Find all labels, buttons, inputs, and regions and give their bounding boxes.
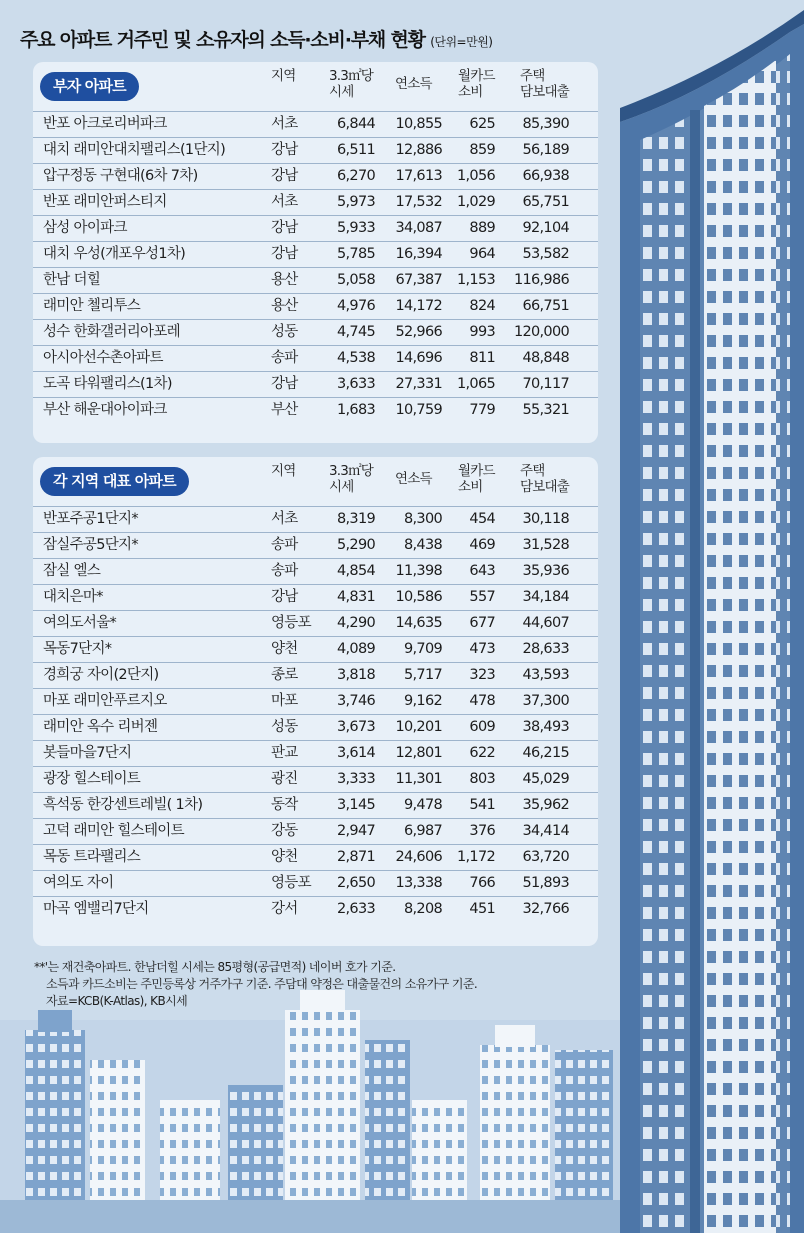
footnote bbox=[34, 959, 614, 1010]
cell-card: 964 bbox=[469, 246, 495, 262]
table-row bbox=[33, 740, 598, 766]
table-row bbox=[33, 319, 598, 345]
cell-income: 14,635 bbox=[395, 615, 442, 631]
cell-region: 광진 bbox=[271, 771, 298, 787]
cell-region: 강남 bbox=[271, 168, 298, 184]
cell-loan: 53,582 bbox=[522, 246, 569, 262]
cell-card: 1,153 bbox=[456, 272, 495, 288]
cell-loan: 120,000 bbox=[513, 324, 569, 340]
table-row bbox=[33, 870, 598, 896]
cell-price: 4,089 bbox=[336, 641, 375, 657]
cell-name: 도곡 타워팰리스(1차) bbox=[43, 376, 172, 392]
cell-loan: 66,751 bbox=[522, 298, 569, 314]
table-row bbox=[33, 215, 598, 241]
column-header-price bbox=[329, 463, 389, 495]
cell-name: 반포 아크로리버파크 bbox=[43, 116, 167, 132]
cell-name: 목동 트라팰리스 bbox=[43, 849, 141, 865]
cell-income: 10,855 bbox=[395, 116, 442, 132]
cell-name: 대치 래미안대치팰리스(1단지) bbox=[43, 142, 226, 158]
cell-name: 부산 해운대아이파크 bbox=[43, 402, 167, 418]
cell-loan: 34,414 bbox=[522, 823, 569, 839]
cell-price: 6,844 bbox=[336, 116, 375, 132]
cell-name: 광장 힐스테이트 bbox=[43, 771, 141, 787]
column-header-region: 지역 bbox=[271, 463, 296, 479]
cell-card: 473 bbox=[469, 641, 495, 657]
column-header-card-line1: 월카드 bbox=[458, 68, 495, 84]
cell-loan: 56,189 bbox=[522, 142, 569, 158]
cell-region: 양천 bbox=[271, 849, 298, 865]
table-row bbox=[33, 662, 598, 688]
cell-loan: 48,848 bbox=[522, 350, 569, 366]
cell-card: 803 bbox=[469, 771, 495, 787]
cell-region: 강남 bbox=[271, 589, 298, 605]
cell-income: 52,966 bbox=[395, 324, 442, 340]
table-row bbox=[33, 371, 598, 397]
cell-income: 27,331 bbox=[395, 376, 442, 392]
footnote-source: 자료=KCB(K-Atlas), KB시세 bbox=[46, 994, 188, 1008]
cell-region: 강남 bbox=[271, 376, 298, 392]
cell-income: 16,394 bbox=[395, 246, 442, 262]
table-row bbox=[33, 610, 598, 636]
title-text: 주요 아파트 거주민 및 소유자의 소득·소비·부채 현황 bbox=[20, 29, 425, 51]
column-header-loan bbox=[520, 68, 569, 100]
cell-price: 5,058 bbox=[336, 272, 375, 288]
cell-income: 12,886 bbox=[395, 142, 442, 158]
footnote-line-2: 소득과 카드소비는 주민등록상 거주가구 기준. 주담대 약정은 대출물건의 소유가구 기준. bbox=[46, 977, 478, 991]
cell-card: 766 bbox=[469, 875, 495, 891]
cell-price: 2,947 bbox=[336, 823, 375, 839]
cell-region: 서초 bbox=[271, 511, 298, 527]
table-row bbox=[33, 688, 598, 714]
cell-income: 14,172 bbox=[395, 298, 442, 314]
column-header-price-line1: 3.3㎡당 bbox=[329, 463, 374, 479]
cell-name: 대치 우성(개포우성1차) bbox=[43, 246, 186, 262]
column-header-loan-line2: 담보대출 bbox=[520, 84, 569, 100]
cell-name: 여의도 자이 bbox=[43, 875, 114, 891]
cell-loan: 34,184 bbox=[522, 589, 569, 605]
cell-loan: 65,751 bbox=[522, 194, 569, 210]
cell-price: 3,333 bbox=[336, 771, 375, 787]
cell-region: 마포 bbox=[271, 693, 298, 709]
section-label: 부자 아파트 bbox=[40, 72, 139, 101]
cell-name: 마곡 엠밸리7단지 bbox=[43, 901, 149, 917]
cell-region: 영등포 bbox=[271, 875, 311, 891]
table-body bbox=[33, 506, 598, 922]
cell-loan: 38,493 bbox=[522, 719, 569, 735]
cell-card: 859 bbox=[469, 142, 495, 158]
table-row bbox=[33, 293, 598, 319]
table-row bbox=[33, 137, 598, 163]
cell-region: 성동 bbox=[271, 719, 298, 735]
cell-income: 10,586 bbox=[395, 589, 442, 605]
cell-name: 경희궁 자이(2단지) bbox=[43, 667, 159, 683]
cell-loan: 35,962 bbox=[522, 797, 569, 813]
table-row bbox=[33, 111, 598, 137]
cell-region: 양천 bbox=[271, 641, 298, 657]
table-row bbox=[33, 558, 598, 584]
cell-income: 17,532 bbox=[395, 194, 442, 210]
table-row bbox=[33, 241, 598, 267]
cell-name: 여의도서울* bbox=[43, 615, 117, 631]
cell-card: 677 bbox=[469, 615, 495, 631]
unit-label: (단위=만원) bbox=[430, 35, 493, 49]
cell-card: 454 bbox=[469, 511, 495, 527]
cell-name: 봇들마을7단지 bbox=[43, 745, 132, 761]
cell-income: 13,338 bbox=[395, 875, 442, 891]
cell-region: 송파 bbox=[271, 537, 298, 553]
cell-price: 3,818 bbox=[336, 667, 375, 683]
cell-price: 1,683 bbox=[336, 402, 375, 418]
cell-region: 서초 bbox=[271, 194, 298, 210]
cell-region: 부산 bbox=[271, 402, 298, 418]
cell-loan: 37,300 bbox=[522, 693, 569, 709]
cell-income: 12,801 bbox=[395, 745, 442, 761]
cell-card: 376 bbox=[469, 823, 495, 839]
cell-region: 영등포 bbox=[271, 615, 311, 631]
column-header-loan-line1: 주택 bbox=[520, 68, 545, 84]
cell-card: 1,029 bbox=[456, 194, 495, 210]
table-row bbox=[33, 163, 598, 189]
tower-illustration bbox=[620, 10, 804, 1233]
cell-card: 811 bbox=[469, 350, 495, 366]
cell-name: 래미안 옥수 리버젠 bbox=[43, 719, 158, 735]
cell-loan: 63,720 bbox=[522, 849, 569, 865]
cell-region: 강동 bbox=[271, 823, 298, 839]
cell-region: 용산 bbox=[271, 298, 298, 314]
cell-card: 541 bbox=[469, 797, 495, 813]
cell-price: 5,973 bbox=[336, 194, 375, 210]
column-header-card-line2: 소비 bbox=[458, 479, 483, 495]
cell-loan: 43,593 bbox=[522, 667, 569, 683]
cell-income: 9,478 bbox=[403, 797, 442, 813]
cell-price: 4,976 bbox=[336, 298, 375, 314]
cell-name: 잠실 엘스 bbox=[43, 563, 101, 579]
table-body bbox=[33, 111, 598, 423]
cell-price: 3,673 bbox=[336, 719, 375, 735]
cell-loan: 45,029 bbox=[522, 771, 569, 787]
cell-loan: 55,321 bbox=[522, 402, 569, 418]
cell-name: 반포 래미안퍼스티지 bbox=[43, 194, 167, 210]
cell-card: 1,172 bbox=[456, 849, 495, 865]
table-row bbox=[33, 532, 598, 558]
cell-price: 4,290 bbox=[336, 615, 375, 631]
cell-income: 11,301 bbox=[395, 771, 442, 787]
cell-name: 고덕 래미안 힐스테이트 bbox=[43, 823, 184, 839]
table-row bbox=[33, 766, 598, 792]
cell-region: 종로 bbox=[271, 667, 298, 683]
cell-card: 609 bbox=[469, 719, 495, 735]
cell-region: 판교 bbox=[271, 745, 298, 761]
cell-region: 강서 bbox=[271, 901, 298, 917]
cell-card: 625 bbox=[469, 116, 495, 132]
column-header-price bbox=[329, 68, 389, 100]
cell-price: 4,745 bbox=[336, 324, 375, 340]
cell-card: 1,065 bbox=[456, 376, 495, 392]
cell-loan: 85,390 bbox=[522, 116, 569, 132]
cell-price: 5,290 bbox=[336, 537, 375, 553]
column-header-card-line2: 소비 bbox=[458, 84, 483, 100]
cell-loan: 31,528 bbox=[522, 537, 569, 553]
table-row bbox=[33, 792, 598, 818]
cell-region: 강남 bbox=[271, 142, 298, 158]
table-row bbox=[33, 189, 598, 215]
cell-region: 송파 bbox=[271, 563, 298, 579]
cell-loan: 92,104 bbox=[522, 220, 569, 236]
cell-price: 6,511 bbox=[336, 142, 375, 158]
cell-name: 마포 래미안푸르지오 bbox=[43, 693, 167, 709]
cell-region: 송파 bbox=[271, 350, 298, 366]
cell-income: 8,208 bbox=[403, 901, 442, 917]
cell-card: 1,056 bbox=[456, 168, 495, 184]
table-row bbox=[33, 714, 598, 740]
cell-loan: 116,986 bbox=[513, 272, 569, 288]
cell-name: 압구정동 구현대(6차 7차) bbox=[43, 168, 198, 184]
column-header-price-line1: 3.3㎡당 bbox=[329, 68, 374, 84]
cell-region: 동작 bbox=[271, 797, 298, 813]
cell-card: 622 bbox=[469, 745, 495, 761]
cell-income: 9,709 bbox=[403, 641, 442, 657]
cell-region: 강남 bbox=[271, 246, 298, 262]
column-header-card bbox=[458, 463, 495, 495]
cell-name: 래미안 첼리투스 bbox=[43, 298, 141, 314]
cell-name: 목동7단지* bbox=[43, 641, 112, 657]
cell-loan: 46,215 bbox=[522, 745, 569, 761]
cell-card: 889 bbox=[469, 220, 495, 236]
cell-loan: 35,936 bbox=[522, 563, 569, 579]
cell-price: 2,871 bbox=[336, 849, 375, 865]
cell-income: 34,087 bbox=[395, 220, 442, 236]
section-label: 각 지역 대표 아파트 bbox=[40, 467, 189, 496]
regional-apartments-panel bbox=[33, 457, 598, 946]
table-row bbox=[33, 506, 598, 532]
table-row bbox=[33, 267, 598, 293]
cell-name: 반포주공1단지* bbox=[43, 511, 138, 527]
cell-price: 3,145 bbox=[336, 797, 375, 813]
cell-name: 삼성 아이파크 bbox=[43, 220, 127, 236]
cell-price: 2,650 bbox=[336, 875, 375, 891]
cell-loan: 51,893 bbox=[522, 875, 569, 891]
table-row bbox=[33, 397, 598, 423]
cell-income: 10,201 bbox=[395, 719, 442, 735]
cell-income: 67,387 bbox=[395, 272, 442, 288]
cell-card: 993 bbox=[469, 324, 495, 340]
column-header-card-line1: 월카드 bbox=[458, 463, 495, 479]
cell-card: 779 bbox=[469, 402, 495, 418]
cell-price: 4,831 bbox=[336, 589, 375, 605]
cell-name: 성수 한화갤러리아포레 bbox=[43, 324, 180, 340]
column-header-loan bbox=[520, 463, 569, 495]
cell-loan: 30,118 bbox=[522, 511, 569, 527]
cell-card: 451 bbox=[469, 901, 495, 917]
cell-card: 469 bbox=[469, 537, 495, 553]
cell-income: 14,696 bbox=[395, 350, 442, 366]
column-header-region: 지역 bbox=[271, 68, 296, 84]
cell-name: 한남 더힐 bbox=[43, 272, 101, 288]
cell-name: 흑석동 한강센트레빌( 1차) bbox=[43, 797, 203, 813]
cell-income: 6,987 bbox=[403, 823, 442, 839]
cell-region: 성동 bbox=[271, 324, 298, 340]
cell-region: 강남 bbox=[271, 220, 298, 236]
cell-card: 478 bbox=[469, 693, 495, 709]
cell-card: 643 bbox=[469, 563, 495, 579]
column-header-price-line2: 시세 bbox=[329, 84, 354, 100]
footnote-line: **'는 재건축아파트. 한남더힐 시세는 85평형(공급면적) 네이버 호가 기준. bbox=[34, 960, 396, 974]
cell-income: 11,398 bbox=[395, 563, 442, 579]
cell-loan: 44,607 bbox=[522, 615, 569, 631]
cell-price: 6,270 bbox=[336, 168, 375, 184]
table-row bbox=[33, 818, 598, 844]
cell-name: 대치은마* bbox=[43, 589, 103, 605]
cell-price: 3,633 bbox=[336, 376, 375, 392]
cell-loan: 32,766 bbox=[522, 901, 569, 917]
table-row bbox=[33, 844, 598, 870]
cell-price: 4,538 bbox=[336, 350, 375, 366]
cell-region: 용산 bbox=[271, 272, 298, 288]
cell-loan: 28,633 bbox=[522, 641, 569, 657]
table-row bbox=[33, 345, 598, 371]
column-header-price-line2: 시세 bbox=[329, 479, 354, 495]
cell-price: 5,933 bbox=[336, 220, 375, 236]
cell-loan: 66,938 bbox=[522, 168, 569, 184]
cell-card: 323 bbox=[469, 667, 495, 683]
table-row bbox=[33, 584, 598, 610]
chart-title bbox=[20, 25, 740, 52]
cell-loan: 70,117 bbox=[522, 376, 569, 392]
cell-card: 824 bbox=[469, 298, 495, 314]
column-header-income: 연소득 bbox=[395, 471, 432, 487]
column-header-loan-line2: 담보대출 bbox=[520, 479, 569, 495]
cell-price: 5,785 bbox=[336, 246, 375, 262]
cell-income: 10,759 bbox=[395, 402, 442, 418]
cell-name: 잠실주공5단지* bbox=[43, 537, 138, 553]
rich-apartments-panel bbox=[33, 62, 598, 443]
cell-name: 아시아선수촌아파트 bbox=[43, 350, 163, 366]
cell-card: 557 bbox=[469, 589, 495, 605]
cell-price: 8,319 bbox=[336, 511, 375, 527]
column-header-card bbox=[458, 68, 495, 100]
table-row bbox=[33, 896, 598, 922]
cell-income: 8,438 bbox=[403, 537, 442, 553]
cell-region: 서초 bbox=[271, 116, 298, 132]
cell-price: 3,614 bbox=[336, 745, 375, 761]
footnote-line-1: *'는 재건축아파트. 한남더힐 시세는 85평형(공급면적) 네이버 호가 기준. bbox=[39, 960, 396, 974]
column-header-loan-line1: 주택 bbox=[520, 463, 545, 479]
cell-income: 8,300 bbox=[403, 511, 442, 527]
column-header-income: 연소득 bbox=[395, 76, 432, 92]
cell-price: 3,746 bbox=[336, 693, 375, 709]
table-row bbox=[33, 636, 598, 662]
cell-income: 17,613 bbox=[395, 168, 442, 184]
skyline-illustration bbox=[0, 990, 620, 1233]
cell-price: 4,854 bbox=[336, 563, 375, 579]
cell-income: 24,606 bbox=[395, 849, 442, 865]
cell-income: 5,717 bbox=[403, 667, 442, 683]
cell-price: 2,633 bbox=[336, 901, 375, 917]
cell-income: 9,162 bbox=[403, 693, 442, 709]
